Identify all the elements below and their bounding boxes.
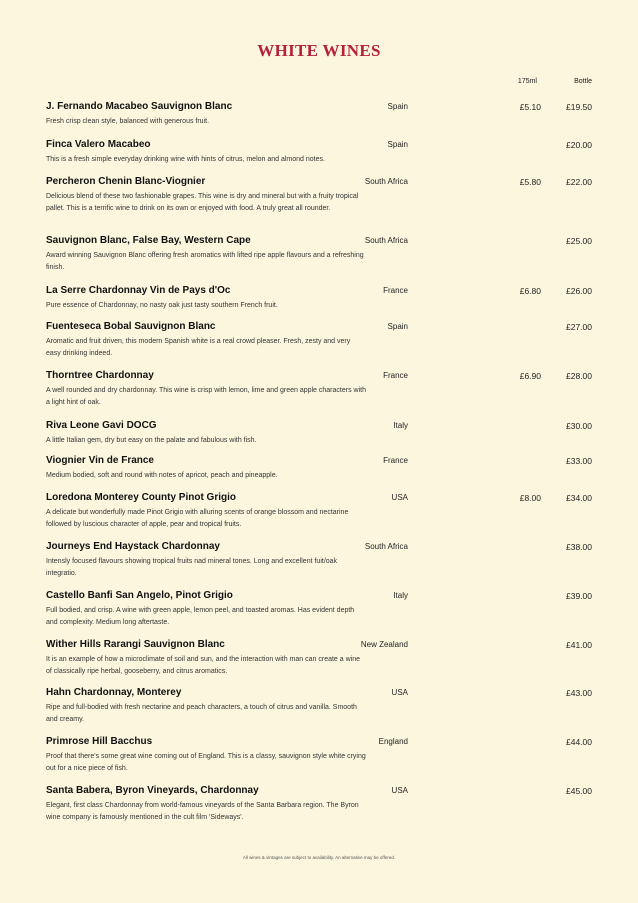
wine-country: Spain [387,102,408,111]
wine-bottle-price: £41.00 [566,640,592,650]
wine-description: It is an example of how a microclimate of soil and sun, and the interaction with man can create a wine of classically ripe herbal, gooseberry, and citrus aromatics. [46,656,360,675]
wine-bottle-price: £27.00 [566,322,592,332]
wine-bottle-price: £44.00 [566,737,592,747]
wine-description: Pure essence of Chardonnay, no nasty oak just tasty southern French fruit. [46,302,278,309]
wine-country: Spain [387,322,408,331]
wine-name: Finca Valero Macabeo [46,139,151,150]
wine-name: Thorntree Chardonnay [46,370,154,381]
wine-description: A well rounded and dry chardonnay. This wine is crisp with lemon, lime and green apple characters with a light hint of oak. [46,387,366,406]
wine-glass-price: £6.80 [519,286,541,296]
wine-description: Intensly focused flavours showing tropical fruits nad mineral tones. Long and excellent fuit/oak integratio. [46,558,338,577]
wine-description: A little Italian gem, dry but easy on the palate and fabulous with fish. [46,437,257,444]
wine-name: Percheron Chenin Blanc-Viognier [46,176,206,187]
wine-description: Proof that there's some great wine coming out of England. This is a classy, sauvignon style white crying out for a nice piece of fish. [46,753,366,772]
glass-column-header: 175ml [517,78,537,85]
wine-name: Riva Leone Gavi DOCG [46,420,157,431]
wine-country: New Zealand [360,640,408,649]
wine-description: Elegant, first class Chardonnay from world-famous vineyards of the Santa Barbara region. The Byron wine company is famously mentioned in the cult film 'Sideways'. [46,802,359,821]
wine-name: Journeys End Haystack Chardonnay [46,541,220,552]
wine-description: Ripe and full-bodied with fresh nectarine and peach characters, a touch of citrus and vanilla. Smooth and creamy. [46,704,357,723]
wine-name: Sauvignon Blanc, False Bay, Western Cape [46,235,251,246]
wine-bottle-price: £19.50 [566,102,592,112]
wine-country: France [383,456,408,465]
wine-description: Delicious blend of these two fashionable grapes. This wine is dry and mineral but with a fruity tropical pallet. This is a terrific wine to drink on its own or enjoyed with food. A truly great all rounder. [46,193,359,212]
wine-glass-price: £8.00 [519,493,541,503]
wine-name: Hahn Chardonnay, Monterey [46,687,182,698]
wine-bottle-price: £28.00 [566,371,592,381]
wine-glass-price: £6.90 [519,371,541,381]
wine-country: USA [391,493,408,502]
wine-glass-price: £5.80 [519,177,541,187]
wine-country: Italy [393,421,408,430]
wine-country: France [383,371,408,380]
wine-country: USA [391,688,408,697]
wine-description: Aromatic and fruit driven, this modern Spanish white is a real crowd pleaser. Fresh, zesty and very easy drinking indeed. [46,338,351,357]
wine-description: Fresh crisp clean style, balanced with generous fruit. [46,118,210,125]
wine-description: This is a fresh simple everyday drinking wine with hints of citrus, melon and almond notes. [46,156,325,163]
wine-bottle-price: £45.00 [566,786,592,796]
wine-description: Award winning Sauvignon Blanc offering fresh aromatics with lifted ripe apple flavours and a refreshing finish. [46,252,364,271]
wine-country: France [383,286,408,295]
wine-bottle-price: £39.00 [566,591,592,601]
wine-glass-price: £5.10 [519,102,541,112]
wine-bottle-price: £34.00 [566,493,592,503]
wine-country: Italy [393,591,408,600]
availability-footnote: All wines & vintages are subject to availability. An alternative may be offered. [242,855,396,860]
wine-description: Medium bodied, soft and round with notes of apricot, peach and pineapple. [46,472,278,479]
wine-bottle-price: £43.00 [566,688,592,698]
wine-country: South Africa [364,236,408,245]
wine-bottle-price: £20.00 [566,140,592,150]
bottle-column-header: Bottle [574,78,592,85]
wine-bottle-price: £38.00 [566,542,592,552]
wine-name: Primrose Hill Bacchus [46,736,153,747]
wine-country: Spain [387,140,408,149]
wine-bottle-price: £22.00 [566,177,592,187]
wine-country: England [378,737,408,746]
wine-description: Full bodied, and crisp. A wine with green apple, lemon peel, and toasted aromas. Has evident depth and complexity. Medium long aftertaste. [46,607,355,626]
wine-name: J. Fernando Macabeo Sauvignon Blanc [46,101,233,112]
wine-name: Wither Hills Rarangi Sauvignon Blanc [46,639,225,650]
wine-name: Fuenteseca Bobal Sauvignon Blanc [46,321,216,332]
wine-bottle-price: £30.00 [566,421,592,431]
wine-name: Loredona Monterey County Pinot Grigio [46,492,236,503]
wine-bottle-price: £26.00 [566,286,592,296]
wine-name: La Serre Chardonnay Vin de Pays d'Oc [46,285,231,296]
wine-country: South Africa [364,177,408,186]
wine-bottle-price: £25.00 [566,236,592,246]
wine-description: A delicate but wonderfully made Pinot Grigio with alluring scents of orange blossom and nectarine followed by luscious character of apple, pear and tropical fruits. [46,509,349,528]
wine-bottle-price: £33.00 [566,456,592,466]
wine-country: South Africa [364,542,408,551]
wine-name: Santa Babera, Byron Vineyards, Chardonnay [46,785,259,796]
wine-country: USA [391,786,408,795]
wine-name: Viognier Vin de France [46,455,154,466]
wine-name: Castello Banfi San Angelo, Pinot Grigio [46,590,233,601]
page-title: WHITE WINES [257,41,381,60]
